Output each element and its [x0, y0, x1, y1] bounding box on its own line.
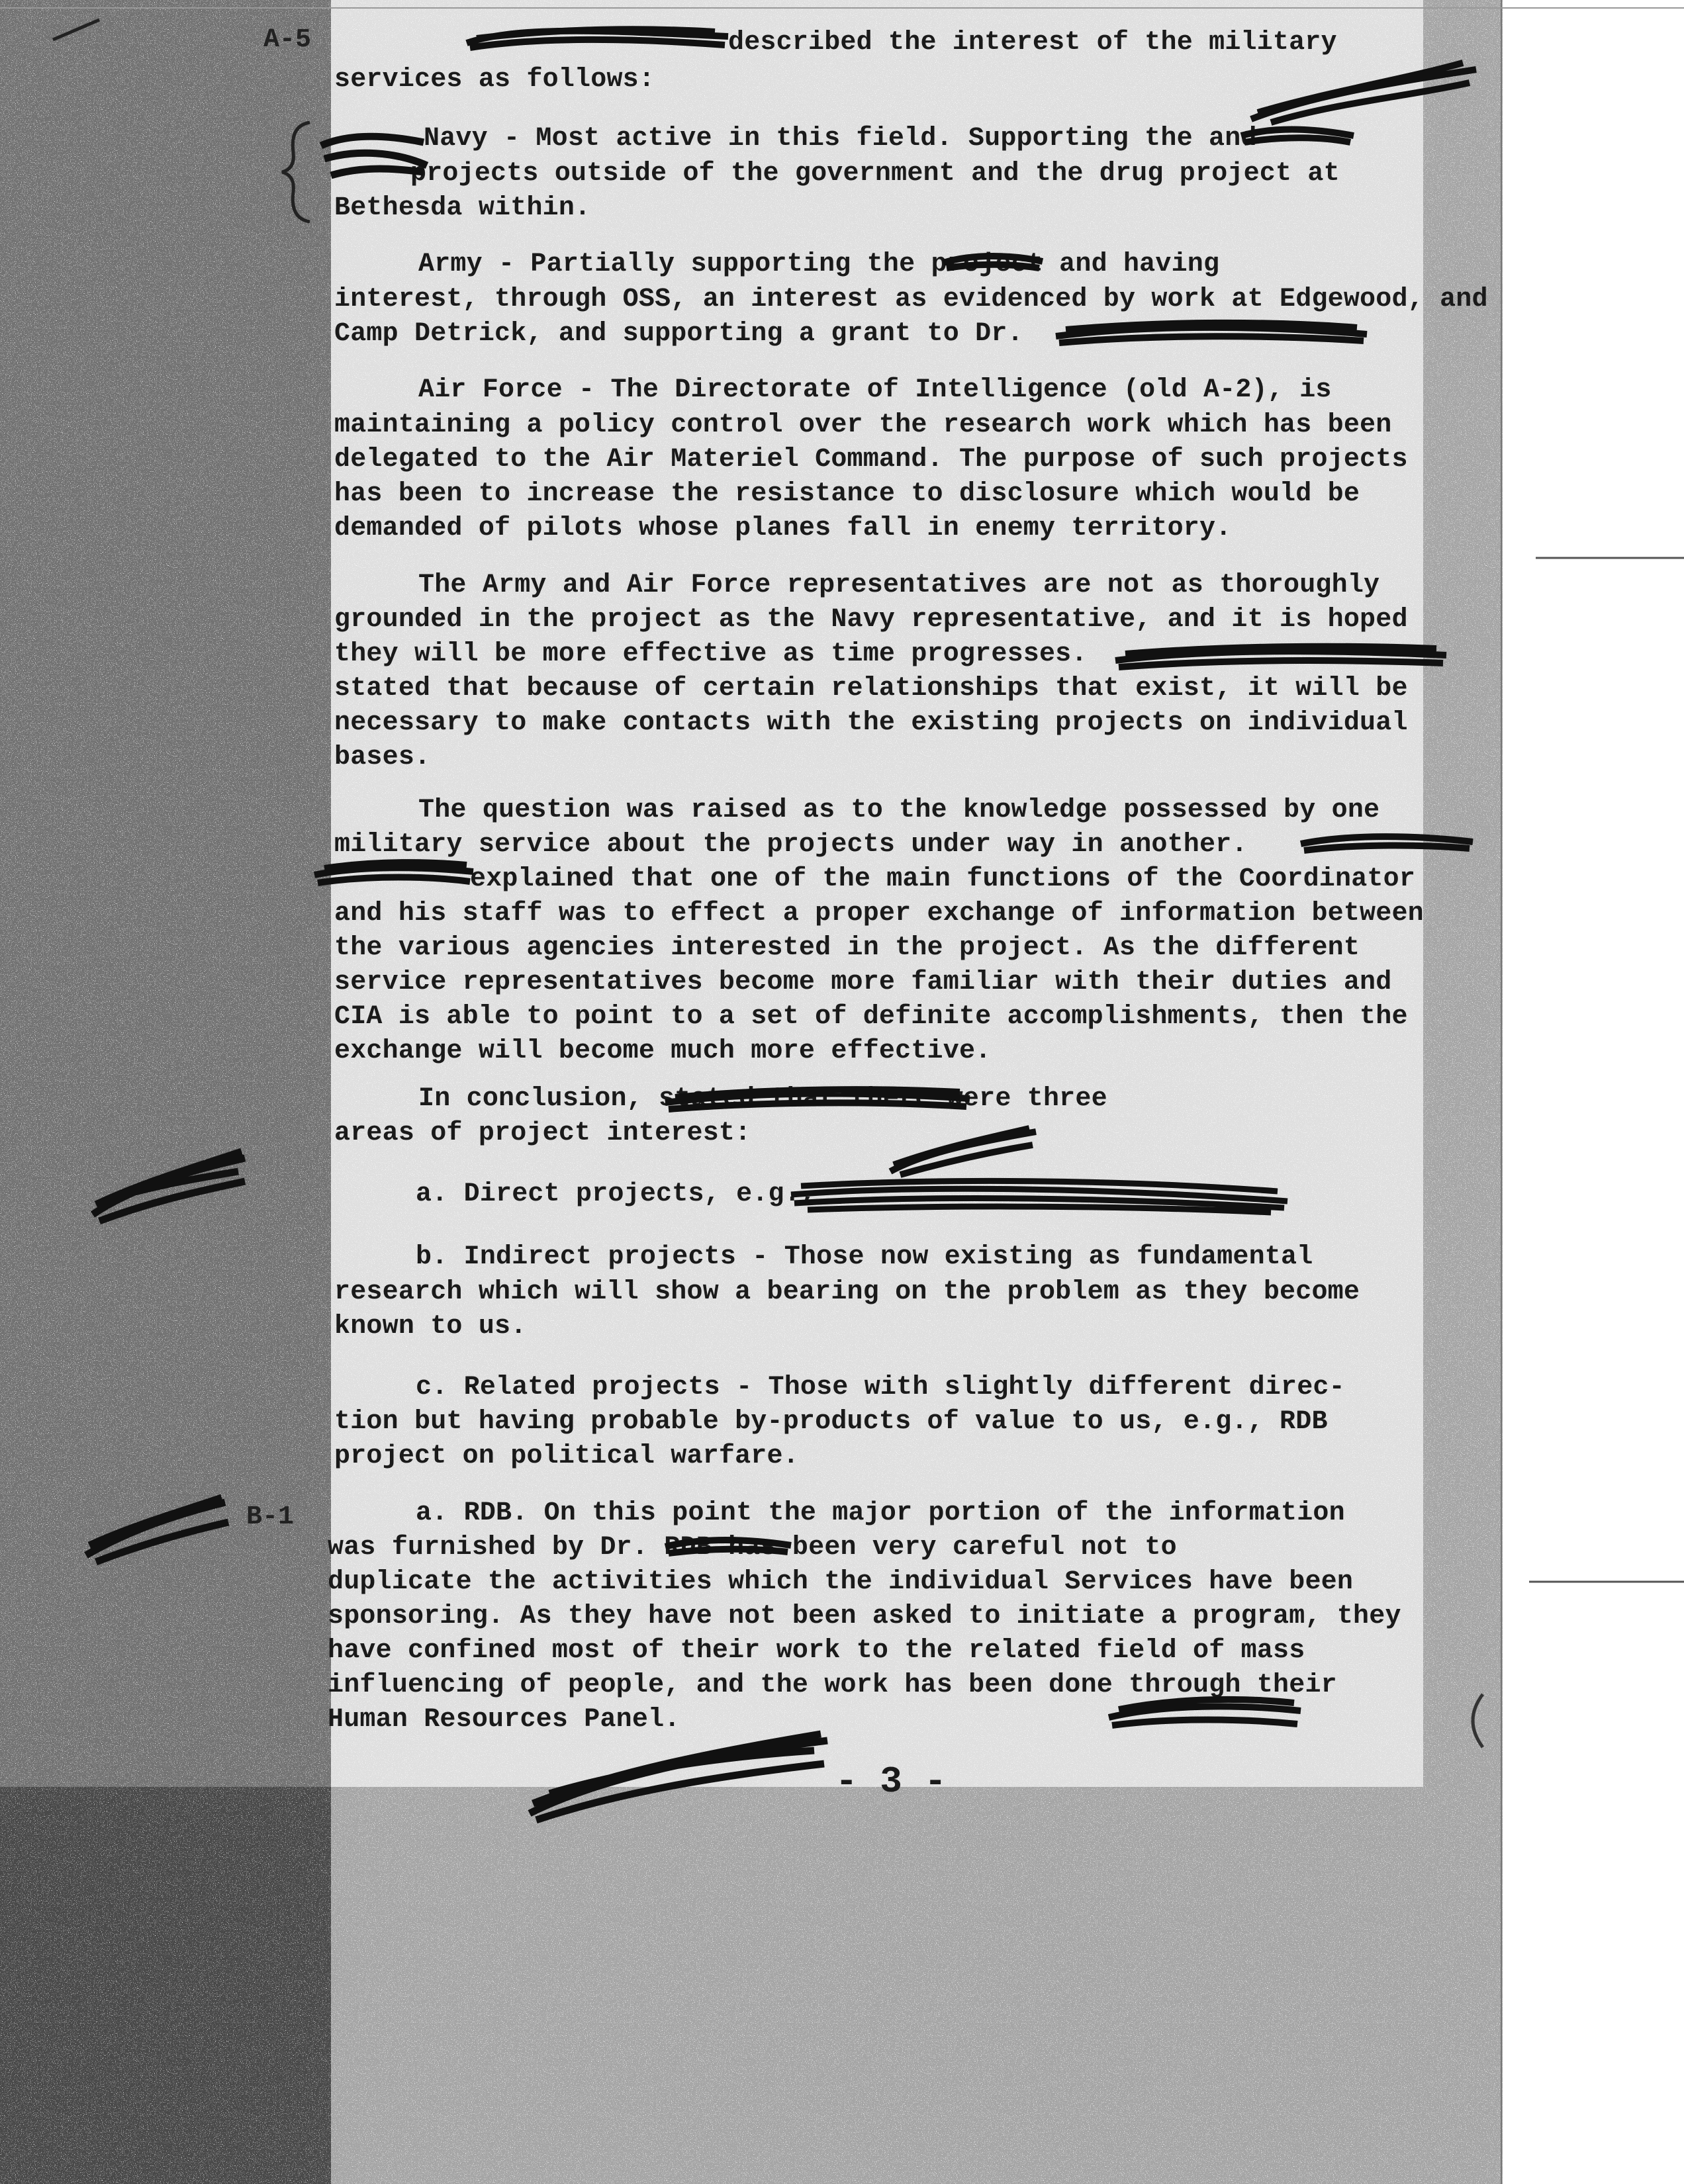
redaction-mark	[1297, 827, 1476, 857]
text-line: The question was raised as to the knowledge possessed by one	[418, 796, 1380, 825]
text-line: delegated to the Air Materiel Command. The purpose of such projects	[334, 445, 1408, 475]
redaction-mark	[662, 1084, 973, 1117]
redaction-mark	[79, 1492, 232, 1565]
redaction-mark	[1238, 122, 1357, 149]
redaction-mark	[523, 1727, 834, 1827]
text-line: maintaining a policy control over the research work which has been	[334, 410, 1392, 440]
text-line: project on political warfare.	[334, 1441, 799, 1471]
redaction-mark	[463, 20, 735, 60]
redaction-mark	[940, 248, 1046, 275]
text-line: Army - Partially supporting the project and having	[418, 250, 1220, 279]
margin-note-a5: A-5	[263, 25, 312, 55]
text-line: service representatives become more familiar with their duties and	[334, 968, 1392, 997]
redaction-mark	[1244, 56, 1483, 129]
margin-bracket	[277, 119, 316, 225]
redaction-mark	[662, 1532, 794, 1559]
text-line: have confined most of their work to the related field of mass	[328, 1636, 1305, 1666]
text-line: stated that because of certain relationships that exist, it will be	[334, 674, 1408, 704]
text-line: interest, through OSS, an interest as evidenced by work at Edgewood, and	[334, 285, 1488, 314]
text-line: a. Direct projects, e.g.,	[416, 1179, 817, 1209]
text-line: known to us.	[334, 1312, 527, 1342]
text-line: sponsoring. As they have not been asked to initiate a program, they	[328, 1602, 1401, 1631]
page-number: - 3 -	[835, 1760, 947, 1803]
text-line: the various agencies interested in the project. As the different	[334, 933, 1360, 963]
text-line: Camp Detrick, and supporting a grant to Dr.	[334, 319, 1023, 349]
redaction-mark	[788, 1171, 1291, 1218]
text-line: influencing of people, and the work has been done through their	[328, 1670, 1337, 1700]
text-line: exchange will become much more effective.	[334, 1036, 992, 1066]
text-line: duplicate the activities which the individual Services have been	[328, 1567, 1354, 1597]
text-line: grounded in the project as the Navy representative, and it is hoped	[334, 605, 1408, 635]
redaction-mark	[1112, 641, 1450, 674]
text-line: they will be more effective as time progresses.	[334, 639, 1088, 669]
text-line: and his staff was to effect a proper exchange of information between	[334, 899, 1424, 929]
text-line: described the interest of the military	[728, 28, 1337, 58]
text-line: b. Indirect projects - Those now existing as fundamental	[416, 1242, 1313, 1272]
text-line: was furnished by Dr. RDB has been very careful not to	[328, 1533, 1177, 1563]
text-line: services as follows:	[334, 65, 655, 95]
text-line: In conclusion, stated that there were three	[418, 1084, 1107, 1114]
text-line: a. RDB. On this point the major portion of the information	[416, 1498, 1345, 1528]
text-line: projects outside of the government and the drug project at	[410, 159, 1340, 189]
text-line: military service about the projects under way in another.	[334, 830, 1248, 860]
text-line: research which will show a bearing on the problem as they become	[334, 1277, 1360, 1307]
text-line: bases.	[334, 743, 431, 772]
text-line: The Army and Air Force representatives are not as thoroughly	[418, 570, 1380, 600]
text-line: tion but having probable by-products of value to us, e.g., RDB	[334, 1407, 1328, 1437]
margin-note-b1: B-1	[246, 1502, 295, 1532]
text-line: Air Force - The Directorate of Intelligence (old A-2), is	[418, 375, 1332, 405]
text-line: Navy - Most active in this field. Supporting the and	[424, 124, 1257, 154]
text-line: CIA is able to point to a set of definite accomplishments, then the	[334, 1002, 1408, 1032]
text-line: c. Related projects - Those with slightly different direc-	[416, 1373, 1345, 1402]
redaction-mark	[1105, 1691, 1304, 1737]
redaction-mark	[311, 855, 477, 891]
redaction-mark	[887, 1125, 1039, 1178]
redaction-mark	[86, 1148, 252, 1228]
text-line: demanded of pilots whose planes fall in enemy territory.	[334, 514, 1232, 543]
text-line: necessary to make contacts with the existing projects on individual	[334, 708, 1408, 738]
text-line: has been to increase the resistance to disclosure which would be	[334, 479, 1360, 509]
text-line: Bethesda within.	[334, 193, 591, 223]
text-line: areas of project interest:	[334, 1118, 751, 1148]
redaction-mark	[1052, 318, 1370, 351]
text-line: Human Resources Panel.	[328, 1705, 680, 1735]
redaction-mark	[318, 119, 430, 185]
text-line: explained that one of the main functions of the Coordinator	[470, 864, 1416, 894]
